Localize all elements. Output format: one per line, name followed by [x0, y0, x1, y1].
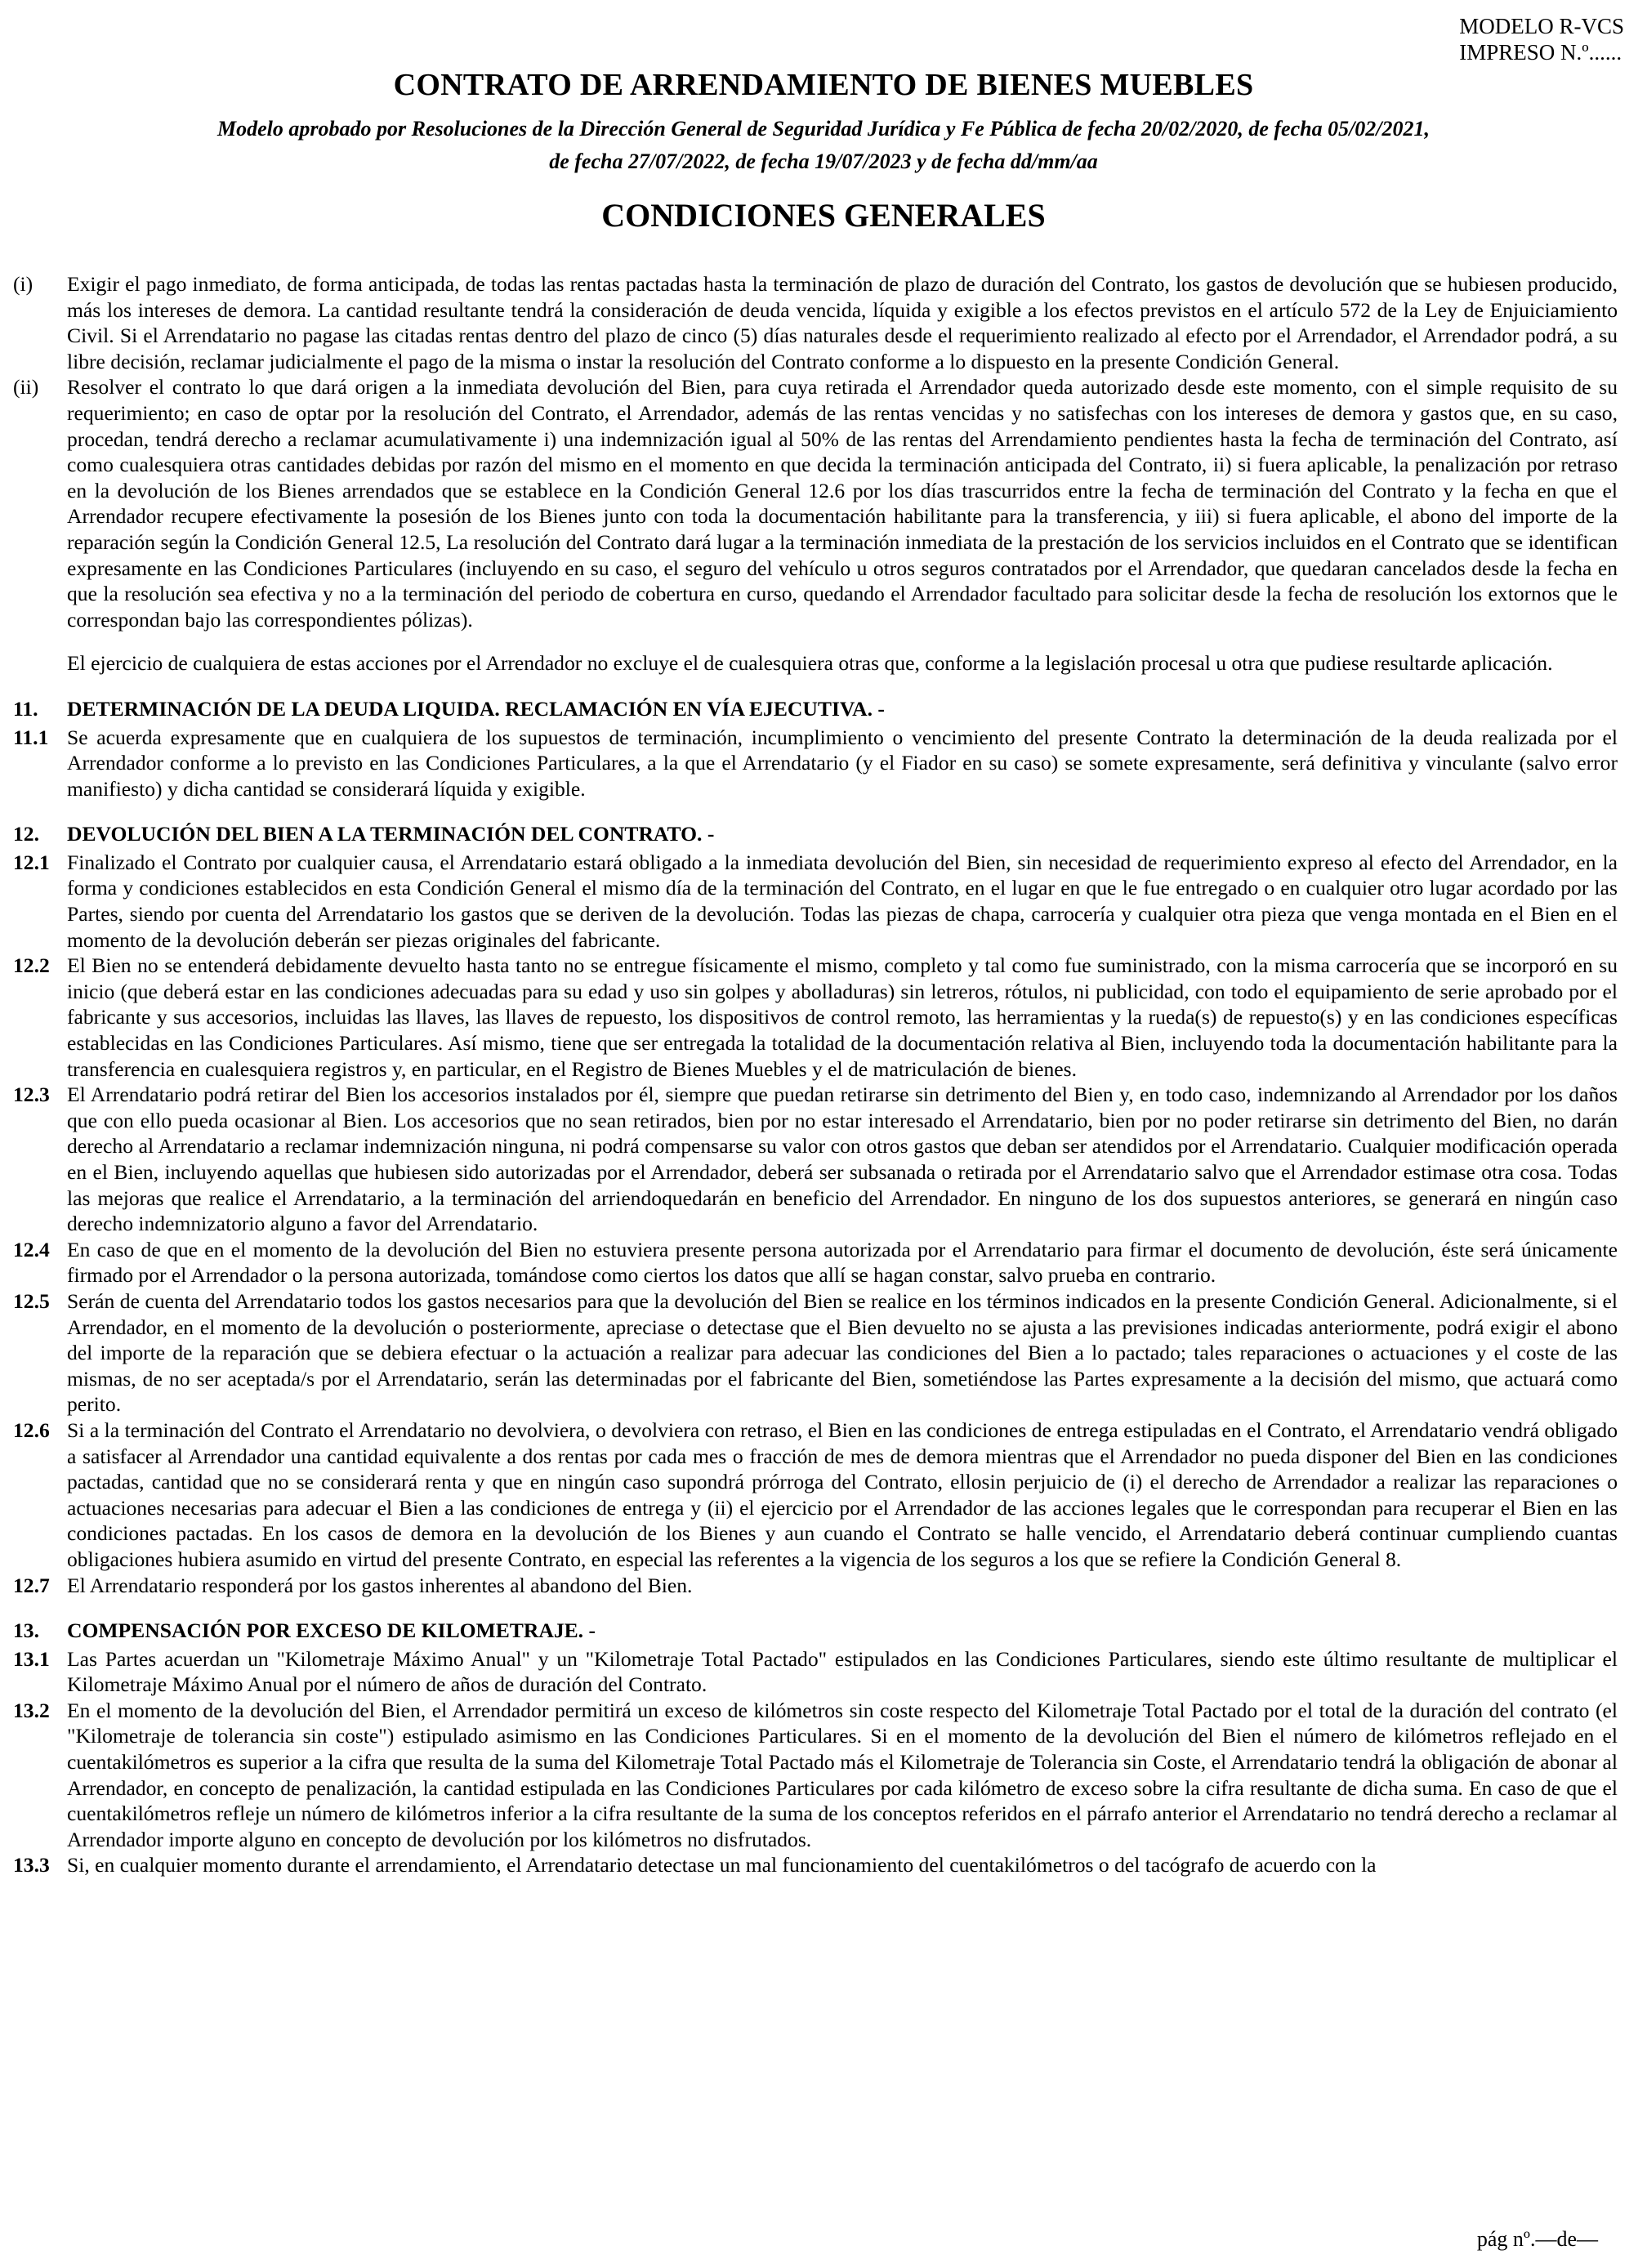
- list-item: [13, 374, 1618, 632]
- clause-number: 12.7: [13, 1573, 50, 1597]
- clause-text: Serán de cuenta del Arrendatario todos los gastos necesarios para que la devolución del Bien se realice en los términos indicados en la presente Condición General. Adicionalmente, si el Arrendador, en el momento de la devolución o posteriormente, apreciase o detectase que el Bien devuelto no se ajusta a las previsiones indicadas anteriormente, podrá exigir el abono del importe de la reparación que se debiera efectuar o la actuación a realizar para adecuar las condiciones del Bien a lo pactado; tales reparaciones o actuaciones y el coste de las mismas, de no ser aceptada/s por el Arrendatario, serán las determinadas por el fabricante del Bien, sometiéndose las Partes expresamente a la decisión del mismo, que actuará como perito.: [67, 1288, 1618, 1417]
- clause-text: Se acuerda expresamente que en cualquiera de los supuestos de terminación, incumplimiento o vencimiento del presente Contrato la determinación de la deuda realizada por el Arrendador conforme a lo previsto en las Condiciones Particulares, a la que el Arrendatario (y el Fiador en su caso) se somete expresamente, será definitiva y vinculante (salvo error manifiesto) y dicha cantidad se considerará líquida y exigible.: [67, 725, 1618, 801]
- clause-text: Finalizado el Contrato por cualquier causa, el Arrendatario estará obligado a la inmediata devolución del Bien, sin necesidad de requerimiento expreso al efecto del Arrendador, en la forma y condiciones establecidos en esta Condición General el mismo día de la terminación del Contrato, en el lugar en que le fue entregado o en cualquier otro lugar acordado por las Partes, siendo por cuenta del Arrendatario los gastos que se deriven de la devolución. Todas las piezas de chapa, carrocería y cualquier otra pieza que venga montada en el Bien en el momento de la devolución deberán ser piezas originales del fabricante.: [67, 850, 1618, 952]
- section-heading: [13, 1618, 1618, 1644]
- general-conditions-title: CONDICIONES GENERALES: [601, 197, 1046, 234]
- clause: [13, 1418, 1618, 1573]
- clause-number: 12.4: [13, 1237, 50, 1261]
- clause: [13, 1288, 1618, 1418]
- approval-note: [0, 113, 1647, 178]
- section-heading: [13, 696, 1618, 722]
- clause-text: Si, en cualquier momento durante el arrendamiento, el Arrendatario detectase un mal funcionamiento del cuentakilómetros o del tacógrafo de acuerdo con la: [67, 1853, 1377, 1877]
- document-body: [13, 271, 1618, 1878]
- clause-text: El Bien no se entenderá debidamente devuelto hasta tanto no se entregue físicamente el mismo, completo y tal como fue suministrado, con la misma carrocería que se incorporó en su inicio (que deberá estar en las condiciones adecuadas para su edad y uso sin golpes y abolladuras) sin letreros, rótulos, ni publicidad, con todo el equipamiento de serie aprobado por el fabricante y sus accesorios, incluidas las llaves, las llaves de repuesto, los dispositivos de control remoto, las herramientas y la rueda(s) de repuesto(s) y en las condiciones específicas establecidas en las Condiciones Particulares. Así mismo, tiene que ser entregada la totalidad de la documentación relativa al Bien, incluyendo toda la documentación habilitante para la transferencia en cualesquiera registros y, en particular, en el Registro de Bienes Muebles y el de matriculación de bienes.: [67, 953, 1618, 1081]
- clause-number: 12.1: [13, 850, 50, 874]
- page-number: pág nº.—de—: [1476, 2227, 1598, 2251]
- clause: [13, 1852, 1618, 1878]
- clause-text: En caso de que en el momento de la devolución del Bien no estuviera presente persona autorizada por el Arrendatario para firmar el documento de devolución, éste será únicamente firmado por el Arrendador o la persona autorizada, tomándose como ciertos los datos que allí se hagan constar, salvo prueba en contrario.: [67, 1237, 1618, 1288]
- list-item: [13, 271, 1618, 374]
- clause: [13, 1698, 1618, 1853]
- clause-number: 13.1: [13, 1646, 50, 1671]
- section-title: DETERMINACIÓN DE LA DEUDA LIQUIDA. RECLAMACIÓN EN VÍA EJECUTIVA. -: [67, 696, 885, 721]
- clause-text: Las Partes acuerdan un "Kilometraje Máximo Anual" y un "Kilometraje Total Pactado" estipulados en las Condiciones Particulares, siendo este último resultante de multiplicar el Kilometraje Máximo Anual por el número de años de duración del Contrato.: [67, 1646, 1618, 1697]
- clause: [13, 1082, 1618, 1237]
- section-title: DEVOLUCIÓN DEL BIEN A LA TERMINACIÓN DEL CONTRATO. -: [67, 822, 715, 846]
- approval-note-line-2: de fecha 27/07/2022, de fecha 19/07/2023 y de fecha dd/mm/aa: [549, 150, 1098, 173]
- clause: [13, 1237, 1618, 1288]
- clause-number: 13.2: [13, 1698, 50, 1722]
- document-title: CONTRATO DE ARRENDAMIENTO DE BIENES MUEBLES: [393, 68, 1254, 102]
- item-label: (ii): [13, 375, 39, 400]
- clause-text: El Arrendatario podrá retirar del Bien los accesorios instalados por él, siempre que puedan retirarse sin detrimento del Bien y, en todo caso, indemnizando al Arrendador por los daños que con ello pueda ocasionar al Bien. Los accesorios que no sean retirados, bien por no estar interesado el Arrendatario, bien por no poder retirarse sin detrimento del Bien, no darán derecho al Arrendatario a reclamar indemnización ninguna, ni podrá compensarse su valor con otros gastos que deban ser atendidos por el Arrendatario. Cualquier modificación operada en el Bien, incluyendo aquellas que hubiesen sido autorizadas por el Arrendador, deberá ser subsanada o retirada por el Arrendatario salvo que el Arrendador estimase otra cosa. Todas las mejoras que realice el Arrendatario, a la terminación del arriendoquedarán en beneficio del Arrendador. En ninguno de los dos supuestos anteriores, se generará en ningún caso derecho indemnizatorio alguno a favor del Arrendatario.: [67, 1083, 1618, 1236]
- clause-number: 13.3: [13, 1853, 50, 1877]
- clause-number: 11.1: [13, 725, 49, 749]
- clause: [13, 850, 1618, 953]
- section-heading: [13, 821, 1618, 847]
- clause-text: El Arrendatario responderá por los gastos inherentes al abandono del Bien.: [67, 1573, 693, 1597]
- model-code: MODELO R-VCS: [1459, 14, 1624, 38]
- clause-number: 12.6: [13, 1418, 50, 1442]
- clause-text: En el momento de la devolución del Bien, el Arrendador permitirá un exceso de kilómetros sin coste respecto del Kilometraje Total Pactado por el total de la duración del contrato (el "Kilometraje de tolerancia sin coste") estipulado asimismo en las Condiciones Particulares. Si en el momento de la devolución del Bien el número de kilómetros reflejado en el cuentakilómetros es superior a la cifra que resulta de la suma del Kilometraje Total Pactado más el Kilometraje de Tolerancia sin Coste, el Arrendatario tendrá la obligación de abonar al Arrendador, en concepto de penalización, la cantidad estipulada en las Condiciones Particulares por cada kilómetro de exceso sobre la cifra resultante de dicha suma. En caso de que el cuentakilómetros refleje un número de kilómetros inferior a la cifra resultante de la suma de los conceptos referidos en el párrafo anterior el Arrendatario no tendrá derecho a reclamar al Arrendador importe alguno en concepto de devolución por los kilómetros no disfrutados.: [67, 1698, 1618, 1851]
- clause-number: 12.5: [13, 1288, 50, 1313]
- clause: [13, 1573, 1618, 1599]
- clause-number: 12.2: [13, 953, 50, 978]
- section-number: 11.: [13, 696, 38, 721]
- clause: [13, 953, 1618, 1082]
- clause-text: Si a la terminación del Contrato el Arrendatario no devolviera, o devolviera con retraso, el Bien en las condiciones de entrega estipuladas en el Contrato, el Arrendatario vendrá obligado a satisfacer al Arrendador una cantidad equivalente a dos rentas por cada mes o fracción de mes de demora mientras que el Arrendador no pueda disponer del Bien en las condiciones pactadas, cantidad que no se considerará renta y que en ningún caso supondrá prórroga del Contrato, ellosin perjuicio de (i) el derecho de Arrendador a realizar las reparaciones o actuaciones necesarias para adecuar el Bien a las condiciones de entrega y (ii) el ejercicio por el Arrendador de las acciones legales que le correspondan para recuperar el Bien en las condiciones pactadas. En los casos de demora en la devolución de los Bienes y aun cuando el Contrato se halle vencido, el Arrendatario deberá continuar cumpliendo cuantas obligaciones hubiera asumido en virtud del presente Contrato, en especial las referentes a la vigencia de los seguros a los que se refiere la Condición General 8.: [67, 1418, 1618, 1571]
- clause: [13, 725, 1618, 802]
- section-number: 13.: [13, 1618, 39, 1643]
- approval-note-line-1: Modelo aprobado por Resoluciones de la Dirección General de Seguridad Jurídica y Fe Pública de fecha 20/02/2020, de fecha 05/02/2021,: [216, 117, 1431, 141]
- item-text: Resolver el contrato lo que dará origen a la inmediata devolución del Bien, para cuya retirada el Arrendador queda autorizado desde este momento, con el simple requisito de su requerimiento; en caso de optar por la resolución del Contrato, el Arrendador, además de las rentas vencidas y no satisfechas con los intereses de demora y gastos que, en su caso, procedan, tendrá derecho a reclamar acumulativamente i) una indemnización igual al 50% de las rentas del Arrendamiento pendientes hasta la fecha de terminación del Contrato, así como cualesquiera otras cantidades debidas por razón del mismo en el momento en que decida la terminación anticipada del Contrato, ii) si fuera aplicable, la penalización por retraso en la devolución de los Bienes arrendados que se establece en la Condición General 12.6 por los días trascurridos entre la fecha de terminación del Contrato y la fecha en que el Arrendador recupere efectivamente la posesión de los Bienes junto con toda la documentación habilitante para la transferencia, y iii) si fuera aplicable, el abono del importe de la reparación según la Condición General 12.5, La resolución del Contrato dará lugar a la terminación inmediata de la prestación de los servicios incluidos en el Contrato que se identifican expresamente en las Condiciones Particulares (incluyendo en su caso, el seguro del vehículo u otros seguros contratados por el Arrendador, que quedaran cancelados desde la fecha en que la resolución sea efectiva y no a la terminación del periodo de cobertura en curso, quedando el Arrendador facultado para solicitar desde la fecha de resolución los extornos que le correspondan bajo las correspondientes pólizas).: [67, 375, 1618, 632]
- printed-number: IMPRESO N.º......: [1459, 40, 1622, 65]
- model-reference: [1459, 13, 1624, 65]
- clause: [13, 1646, 1618, 1698]
- section-title: COMPENSACIÓN POR EXCESO DE KILOMETRAJE. -: [67, 1618, 596, 1643]
- clause-number: 12.3: [13, 1083, 50, 1107]
- item-text: Exigir el pago inmediato, de forma anticipada, de todas las rentas pactadas hasta la terminación de plazo de duración del Contrato, los gastos de devolución que se hubiesen producido, más los intereses de demora. La cantidad resultante tendrá la consideración de deuda vencida, líquida y exigible a los efectos previstos en el artículo 572 de la Ley de Enjuiciamiento Civil. Si el Arrendatario no pagase las citadas rentas dentro del plazo de cinco (5) días naturales desde el requerimiento realizado al efecto por el Arrendador, el Arrendador podrá, a su libre decisión, reclamar judicialmente el pago de la misma o instar la resolución del Contrato conforme a lo dispuesto en la presente Condición General.: [67, 272, 1618, 373]
- section-number: 12.: [13, 822, 39, 846]
- item-label: (i): [13, 272, 33, 296]
- closing-paragraph: El ejercicio de cualquiera de estas acciones por el Arrendador no excluye el de cualesquiera otras que, conforme a la legislación procesal u otra que pudiese resultarde aplicación.: [67, 651, 1553, 676]
